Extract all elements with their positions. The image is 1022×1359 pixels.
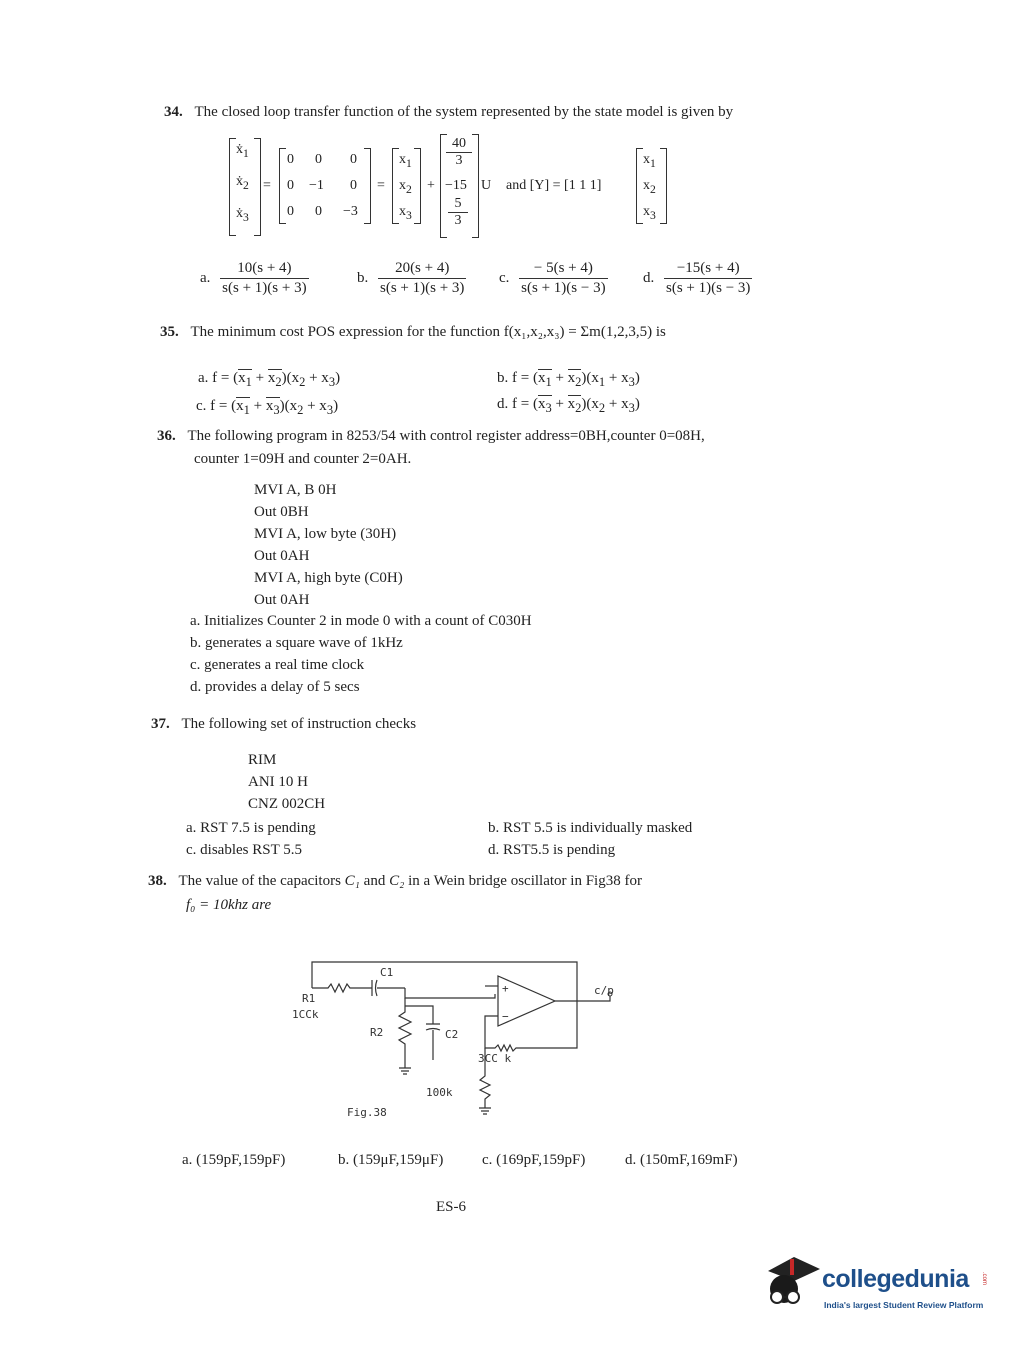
c1-capacitor	[366, 980, 405, 996]
equals: =	[263, 178, 271, 193]
numerator: − 5(s + 4)	[533, 260, 593, 276]
denominator: s(s + 1)(s + 3)	[222, 280, 307, 296]
q35-option-d[interactable]: d. $f = (x_3 + x_2)(x_2 + x_3)$	[497, 396, 640, 415]
numerator: 10(s + 4)	[237, 260, 292, 276]
bracket	[229, 138, 236, 236]
q37-option-d[interactable]: d. RST5.5 is pending	[488, 842, 616, 858]
r1-label: R1	[302, 992, 316, 1005]
denominator: s(s + 1)(s + 3)	[380, 280, 465, 296]
minus-sign: −	[502, 1010, 509, 1023]
code-line: RIM	[248, 752, 277, 768]
code-line: ANI 10 H	[248, 774, 308, 790]
equals: =	[377, 178, 385, 193]
x1: $x_1$	[643, 152, 656, 170]
q36-option-d[interactable]: d. provides a delay of 5 secs	[190, 679, 360, 695]
q37-code-block	[248, 749, 325, 815]
a22: −1	[309, 178, 324, 193]
q34-option-c[interactable]	[499, 260, 608, 297]
bracket	[472, 134, 479, 238]
code-line: Out 0AH	[254, 548, 310, 564]
code-line: MVI A, B 0H	[254, 482, 337, 498]
q38-option-d[interactable]: d. (150mF,169mF)	[625, 1152, 738, 1168]
q37-option-b[interactable]: b. RST 5.5 is individually masked	[488, 820, 693, 836]
q38-number: 38.	[148, 873, 167, 889]
bracket	[392, 148, 399, 224]
c2-symbol: C₂	[389, 873, 405, 889]
output-eq: and [Y] = [1 1 1]	[506, 178, 602, 193]
q34-option-a[interactable]	[200, 260, 309, 297]
code-line: MVI A, high byte (C0H)	[254, 570, 403, 586]
denominator: s(s + 1)(s − 3)	[666, 280, 751, 296]
q38-text-rest: in a Wein bridge oscillator in Fig38 for	[408, 873, 642, 889]
q37-number: 37.	[151, 716, 170, 732]
a32: 0	[315, 204, 322, 219]
q36-option-b[interactable]: b. generates a square wave of 1kHz	[190, 635, 403, 651]
q38-option-b[interactable]: b. (159μF,159μF)	[338, 1152, 444, 1168]
bracket	[636, 148, 643, 224]
rf-label: 3CC k	[478, 1052, 512, 1065]
logo-tagline: India's largest Student Review Platform	[824, 1300, 984, 1310]
x3: $x_3$	[643, 204, 656, 222]
a12: 0	[315, 152, 322, 167]
option-label: b.	[497, 370, 509, 386]
xdot3: ẋ$_3$	[236, 206, 249, 224]
q36-option-a[interactable]: a. Initializes Counter 2 in mode 0 with a count of C030H	[190, 613, 532, 629]
option-label: d.	[643, 269, 655, 286]
code-line: Out 0BH	[254, 504, 309, 520]
logo-name: collegedunia	[822, 1265, 969, 1293]
u-label: U	[481, 178, 492, 193]
denominator: s(s + 1)(s − 3)	[521, 280, 606, 296]
b1: 40 3	[446, 136, 472, 169]
numerator: 20(s + 4)	[395, 260, 450, 276]
bracket	[660, 148, 667, 224]
x2: $x_2$	[399, 178, 412, 196]
x3: $x_3$	[399, 204, 412, 222]
q36-text-line1: The following program in 8253/54 with control register address=0BH,counter 0=08H,	[187, 428, 705, 444]
bracket	[279, 148, 286, 224]
x2: $x_2$	[643, 178, 656, 196]
q38-option-a[interactable]: a. (159pF,159pF)	[182, 1152, 286, 1168]
code-line: CNZ 002CH	[248, 796, 326, 812]
option-label: a.	[198, 370, 209, 386]
q38-stem	[148, 873, 642, 890]
q35-option-a[interactable]: a. $f = (x_1 + x_2)(x_2 + x_3)$	[198, 370, 341, 389]
a11: 0	[287, 152, 294, 167]
figure-caption: Fig.38	[347, 1106, 387, 1119]
q36-option-c[interactable]: c. generates a real time clock	[190, 657, 365, 673]
a33: −3	[343, 204, 358, 219]
b3: 5 3	[448, 196, 468, 229]
c2-label: C2	[445, 1028, 459, 1041]
q35-stem	[160, 324, 666, 341]
option-label: c.	[196, 398, 207, 414]
q37-text: The following set of instruction checks	[181, 716, 417, 732]
q36-code-block	[254, 479, 403, 611]
r2-resistor	[399, 1006, 411, 1060]
q34-stem	[164, 104, 733, 121]
q36-stem	[157, 428, 705, 445]
bracket	[364, 148, 371, 224]
ground	[399, 1060, 411, 1074]
bracket	[414, 148, 421, 224]
page-number: ES-6	[436, 1199, 466, 1215]
q34-option-d[interactable]	[643, 260, 752, 297]
c1-symbol: C₁	[344, 873, 360, 889]
plus-sign: +	[502, 982, 509, 995]
output-label: c/p	[594, 984, 614, 997]
q35-option-c[interactable]: c. $f = (x_1 + x_3)(x_2 + x_3)$	[196, 398, 339, 417]
q37-option-c[interactable]: c. disables RST 5.5	[186, 842, 302, 858]
r2-label: R2	[370, 1026, 384, 1039]
bracket	[254, 138, 261, 236]
logo-mascot-icon	[764, 1255, 820, 1315]
x1: $x_1$	[399, 152, 412, 170]
a21: 0	[287, 178, 294, 193]
feedback-wire	[312, 962, 577, 990]
xdot1: ẋ$_1$	[236, 142, 249, 160]
xdot2: ẋ$_2$	[236, 174, 249, 192]
q38-f0: f₀ = 10khz are	[186, 897, 272, 913]
q37-option-a[interactable]: a. RST 7.5 is pending	[186, 820, 316, 836]
collegedunia-logo	[764, 1255, 994, 1325]
a31: 0	[287, 204, 294, 219]
q34-text: The closed loop transfer function of the system represented by the state model is given by	[194, 104, 734, 120]
q35-option-b[interactable]: b. $f = (x_1 + x_2)(x_1 + x_3)$	[497, 370, 640, 389]
plus: +	[427, 178, 435, 193]
code-line: Out 0AH	[254, 592, 310, 608]
and-text: and	[363, 873, 386, 889]
q36-text-line2: counter 1=09H and counter 2=0AH.	[194, 451, 412, 467]
q34-number: 34.	[164, 104, 183, 120]
r1-value: 1CCk	[292, 1008, 319, 1021]
a13: 0	[350, 152, 357, 167]
option-label: a.	[200, 269, 211, 286]
q38-text-line1: The value of the capacitors	[178, 873, 341, 889]
code-line: MVI A, low byte (30H)	[254, 526, 397, 542]
option-label: c.	[499, 269, 510, 286]
option-label: d.	[497, 396, 509, 412]
c1-label: C1	[380, 966, 394, 979]
q35-text: The minimum cost POS expression for the function f(x₁,x₂,x₃) = Σm(1,2,3,5) is	[190, 324, 666, 340]
a23: 0	[350, 178, 357, 193]
wein-bridge-circuit	[280, 950, 630, 1130]
r100k-label: 100k	[426, 1086, 453, 1099]
r1-resistor	[312, 984, 366, 992]
q37-stem	[151, 716, 416, 733]
q38-option-c[interactable]: c. (169pF,159pF)	[482, 1152, 586, 1168]
q34-option-b[interactable]	[357, 260, 466, 297]
q35-number: 35.	[160, 324, 179, 340]
q36-number: 36.	[157, 428, 176, 444]
option-label: b.	[357, 269, 369, 286]
b2: −15	[445, 178, 467, 193]
numerator: −15(s + 4)	[676, 260, 740, 276]
q36-options	[190, 610, 532, 698]
logo-mark: .com	[981, 1272, 987, 1286]
